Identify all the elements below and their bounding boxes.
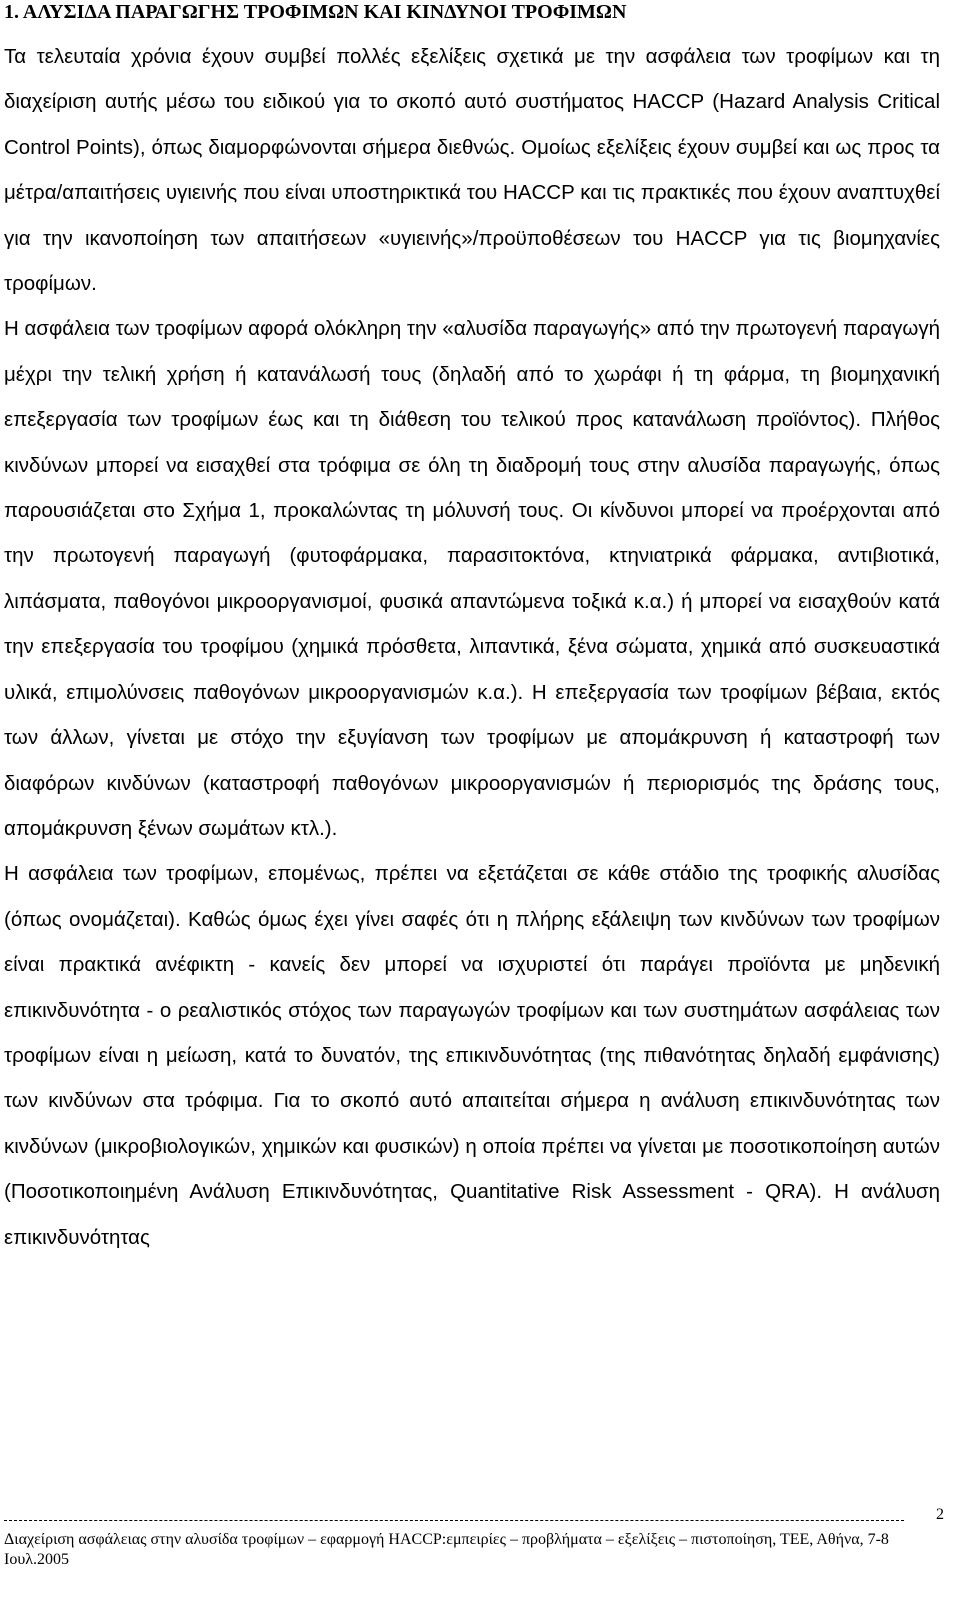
paragraph: Η ασφάλεια των τροφίμων, επομένως, πρέπει να εξετάζεται σε κάθε στάδιο της τροφικής αλυσίδας (όπως ονομάζεται). Καθώς όμως έχει γίνει σαφές ότι η πλήρης εξάλειψη των κινδύνων των τροφίμων είναι πρακτικά ανέφικτη - κανείς δεν μπορεί να ισχυριστεί ότι παράγει προϊόντα με μηδενική επικινδυνότητα - ο ρεαλιστικός στόχος των παραγωγών τροφίμων και των συστημάτων ασφάλειας των τροφίμων είναι η μείωση, κατά το δυνατόν, της επικινδυνότητας (της πιθανότητας δηλαδή εμφάνισης) των κινδύνων στα τρόφιμα. Για το σκοπό αυτό απαιτείται σήμερα η ανάλυση επικινδυνότητας των κινδύνων (μικροβιολογικών, χημικών και φυσικών) η οποία πρέπει να γίνεται με ποσοτικοποίηση αυτών (Ποσοτικοποιημένη Ανάλυση Επικινδυνότητας, Quantitative Risk Assessment - QRA). Η ανάλυση επικινδυνότητας (4, 862, 940, 1249)
paragraph: Τα τελευταία χρόνια έχουν συμβεί πολλές εξελίξεις σχετικά με την ασφάλεια των τροφίμων και τη διαχείριση αυτής μέσω του ειδικού για το σκοπό αυτό συστήματος HACCP (Hazard Analysis Critical Control Points), όπως διαμορφώνονται σήμερα διεθνώς. Ομοίως εξελίξεις έχουν συμβεί και ως προς τα μέτρα/απαιτήσεις υγιεινής που είναι υποστηρικτικά του HACCP και τις πρακτικές που έχουν αναπτυχθεί για την ικανοποίηση των απαιτήσεων «υγιεινής»/προϋποθέσεων του HACCP για τις βιομηχανίες τροφίμων. (4, 45, 940, 296)
paragraph: Η ασφάλεια των τροφίμων αφορά ολόκληρη την «αλυσίδα παραγωγής» από την πρωτογενή παραγωγή μέχρι την τελική χρήση ή κατανάλωσή τους (δηλαδή από το χωράφι ή τη φάρμα, τη βιομηχανική επεξεργασία των τροφίμων έως και τη διάθεση του τελικού προς κατανάλωση προϊόντος). Πλήθος κινδύνων μπορεί να εισαχθεί στα τρόφιμα σε όλη τη διαδρομή τους στην αλυσίδα παραγωγής, όπως παρουσιάζεται στο Σχήμα 1, προκαλώντας τη μόλυνσή τους. Οι κίνδυνοι μπορεί να προέρχονται από την πρωτογενή παραγωγή (φυτοφάρμακα, παρασιτοκτόνα, κτηνιατρικά φάρμακα, αντιβιοτικά, λιπάσματα, παθογόνοι μικροοργανισμοί, φυσικά απαντώμενα τοξικά κ.α.) ή μπορεί να εισαχθούν κατά την επεξεργασία του τροφίμου (χημικά πρόσθετα, λιπαντικά, ξένα σώματα, χημικά από συσκευαστικά υλικά, επιμολύνσεις παθογόνων μικροοργανισμών κ.α.). Η επεξεργασία των τροφίμων βέβαια, εκτός των άλλων, γίνεται με στόχο την εξυγίανση των τροφίμων με απομάκρυνση ή καταστροφή των διαφόρων κινδύνων (καταστροφή παθογόνων μικροοργανισμών ή περιορισμός της δράσης τους, απομάκρυνση ξένων σωμάτων κτλ.). (4, 317, 940, 840)
footer-citation: Διαχείριση ασφάλειας στην αλυσίδα τροφίμων – εφαρμογή HACCP:εμπειρίες – προβλήματα – εξελίξεις – πιστοποίηση, ΤΕΕ, Αθήνα, 7-8 Ιουλ.2005 (4, 1531, 889, 1568)
section-heading: 1. ΑΛΥΣΙΔΑ ΠΑΡΑΓΩΓΗΣ ΤΡΟΦΙΜΩΝ ΚΑΙ ΚΙΝΔΥΝΟΙ ΤΡΟΦΙΜΩΝ (4, 1, 627, 23)
body-text (4, 34, 940, 1260)
page-number: 2 (936, 1506, 944, 1523)
footer-divider (4, 1520, 904, 1521)
